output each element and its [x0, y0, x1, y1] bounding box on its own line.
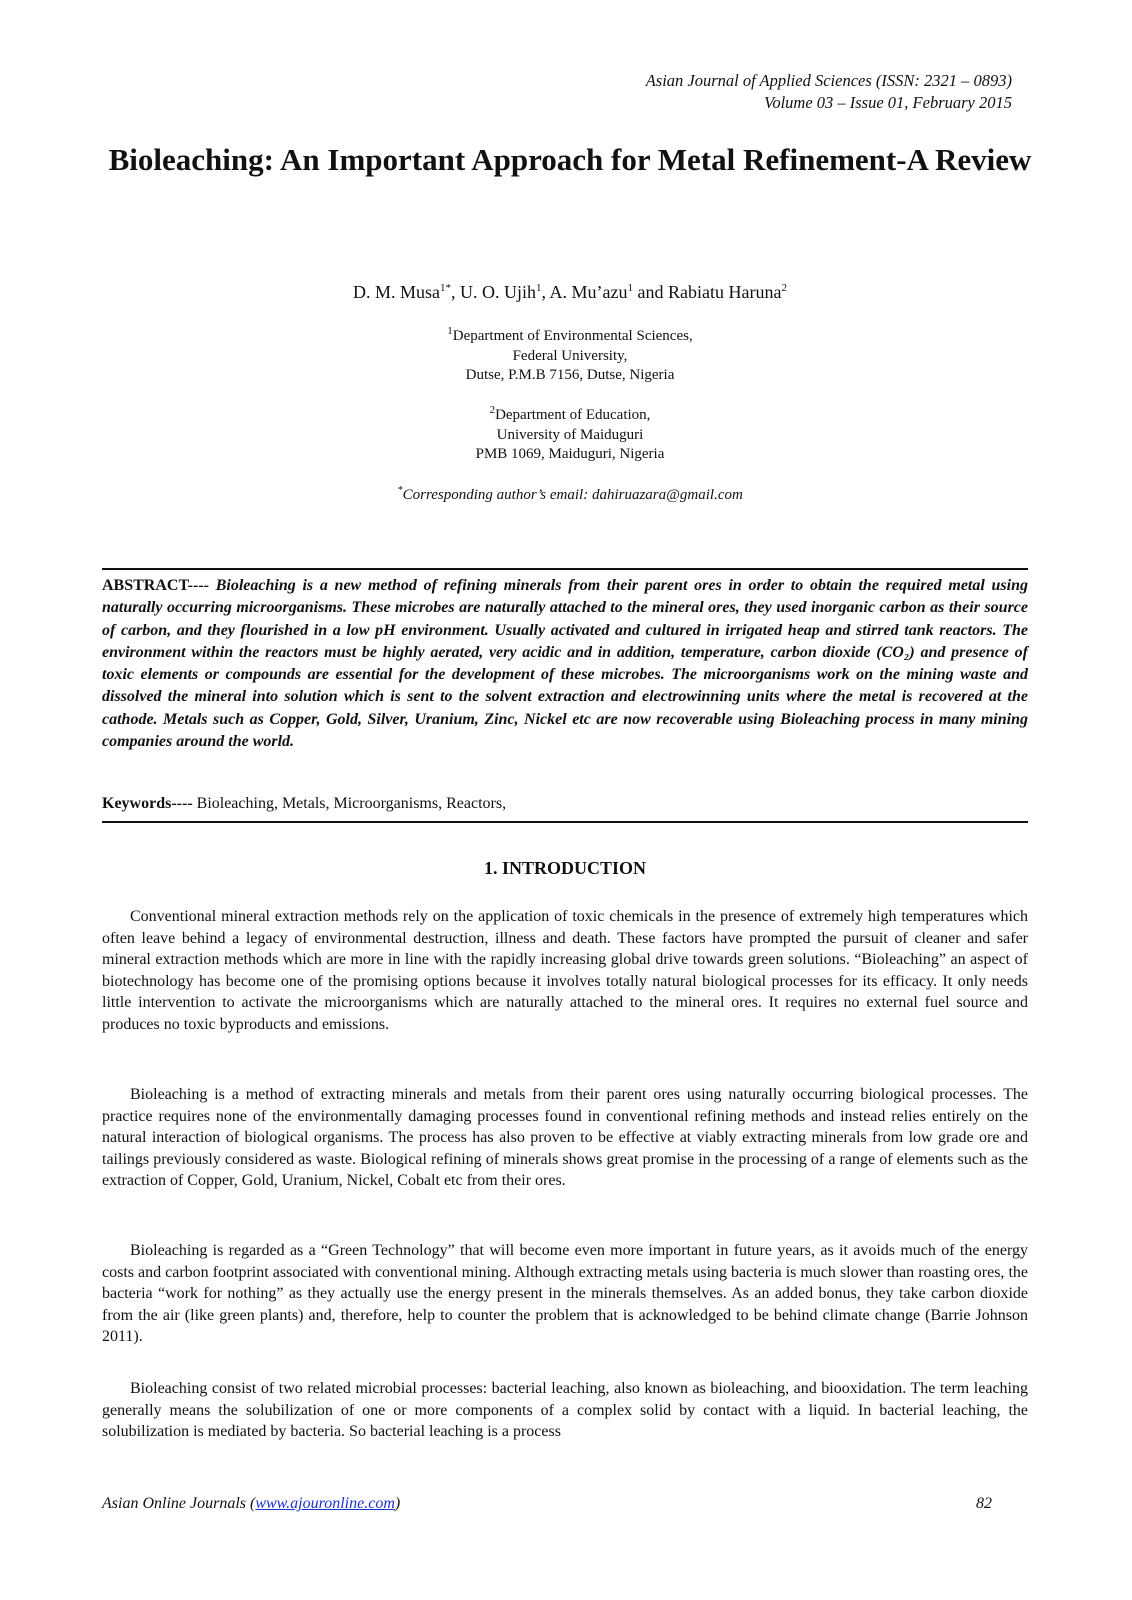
journal-issue: Volume 03 – Issue 01, February 2015 [764, 93, 1012, 112]
affiliation-institution: University of Maiduguri [496, 426, 644, 443]
affiliation-mark: 1 [447, 325, 453, 337]
affiliation-department: Department of Education, [495, 407, 651, 423]
body-paragraph: Conventional mineral extraction methods rely on the application of toxic chemicals in the presence of extremely high temperatures which often leave behind a legacy of environmental destruction, illness and death. These factors have prompted the pursuit of cleaner and safer mineral extraction methods which are more in line with the rapidly increasing global drive towards green solutions. “Bioleaching” an aspect of biotechnology has become one of the promising options because it involves totally natural biological processes for its efficacy. It only needs little intervention to activate the microorganisms which are naturally attached to the mineral ores. It requires no external fuel source and produces no toxic byproducts and emissions. [102, 908, 1028, 1033]
footer-publisher [102, 1494, 400, 1514]
author-affiliation-mark: 1 [627, 282, 634, 294]
author-name: A. Mu’azu [549, 282, 628, 302]
author-separator: and [633, 282, 669, 302]
author-name: Rabiatu Haruna [668, 282, 782, 302]
author-name: U. O. Ujih [460, 282, 537, 302]
author-affiliation-mark: 1 [536, 282, 542, 294]
footer-website-link[interactable]: www.ajouronline.com [255, 1495, 395, 1512]
affiliation-1 [100, 327, 1040, 386]
author-separator: , [541, 282, 550, 302]
abstract-bottom-rule [102, 821, 1028, 823]
abstract [102, 575, 1028, 753]
corresponding-email [100, 486, 1040, 505]
author-affiliation-mark: 1* [440, 282, 452, 294]
footer-prefix: Asian Online Journals ( [102, 1495, 256, 1512]
keywords-label: Keywords---- [102, 795, 193, 812]
paper-title: Bioleaching: An Important Approach for Metal Refinement-A Review [108, 142, 1032, 177]
author-affiliation-mark: 2 [781, 282, 787, 294]
body-paragraph: Bioleaching consist of two related microbial processes: bacterial leaching, also known as bioleaching, and biooxidation. The term leaching generally means the solubilization of one or more components of a complex solid by contact with a liquid. In bacterial leaching, the solubilization is mediated by bacteria. So bacterial leaching is a process [102, 1380, 1028, 1441]
corresponding-email-text: Corresponding author’s email: dahiruazara@gmail.com [402, 487, 743, 503]
body-paragraph: Bioleaching is a method of extracting minerals and metals from their parent ores using naturally occurring biological processes. The practice requires none of the environmentally damaging processes found in conventional refining methods and instead relies entirely on the natural interaction of biological organisms. The process has also proven to be effective at viably extracting minerals from low grade ore and tailings previously considered as waste. Biological refining of minerals shows great promise in the processing of a range of elements such as the extraction of Copper, Gold, Uranium, Nickel, Cobalt etc from their ores. [102, 1086, 1028, 1190]
footer-suffix: ) [394, 1495, 401, 1512]
keywords-text: Bioleaching, Metals, Microorganisms, Reactors, [192, 795, 507, 812]
affiliation-institution: Federal University, [512, 347, 628, 364]
author-list [100, 280, 1040, 304]
abstract-text: Bioleaching is a new method of refining minerals from their parent ores in order to obtain the required metal using naturally occurring microorganisms. These microbes are naturally attached to the mineral ores, they used inorganic carbon as their source of carbon, and they flourished in a low pH environment. Usually activated and cultured in irrigated heap and stirred tank reactors. The environment within the reactors must be highly aerated, very acidic and in addition, temperature, carbon dioxide (CO₂) and presence of toxic elements or compounds are essential for the development of these microbes. The microorganisms work on the mining waste and dissolved the mineral into solution which is sent to the solvent extraction and electrowinning units where the metal is recovered at the cathode. Metals such as Copper, Gold, Silver, Uranium, Zinc, Nickel etc are now recoverable using Bioleaching process in many mining companies around the world. [102, 577, 1028, 751]
body-paragraph: Bioleaching is regarded as a “Green Technology” that will become even more important in future years, as it avoids much of the energy costs and carbon footprint associated with conventional mining. Although extracting metals using bacteria is much slower than roasting ores, the bacteria “work for nothing” as they actually use the energy present in the minerals themselves. As an added bonus, they take carbon dioxide from the air (like green plants) and, therefore, help to counter the problem that is acknowledged to be behind climate change (Barrie Johnson 2011). [102, 1242, 1028, 1346]
section-heading-introduction: 1. INTRODUCTION [483, 858, 647, 878]
keywords [102, 793, 1028, 815]
page-number: 82 [976, 1495, 992, 1512]
abstract-top-rule [102, 568, 1028, 570]
journal-name: Asian Journal of Applied Sciences (ISSN: 2321 – 0893) [645, 71, 1012, 90]
affiliation-address: Dutse, P.M.B 7156, Dutse, Nigeria [465, 367, 675, 383]
journal-header [646, 70, 1012, 114]
affiliation-mark: 2 [489, 404, 496, 416]
abstract-label: ABSTRACT---- [102, 577, 209, 594]
affiliation-address: PMB 1069, Maiduguri, Nigeria [475, 446, 665, 462]
corresponding-mark: * [397, 484, 403, 496]
affiliation-department: Department of Environmental Sciences, [452, 328, 693, 344]
affiliation-2 [100, 406, 1040, 465]
author-name: D. M. Musa [353, 282, 441, 302]
author-separator: , [451, 282, 461, 302]
